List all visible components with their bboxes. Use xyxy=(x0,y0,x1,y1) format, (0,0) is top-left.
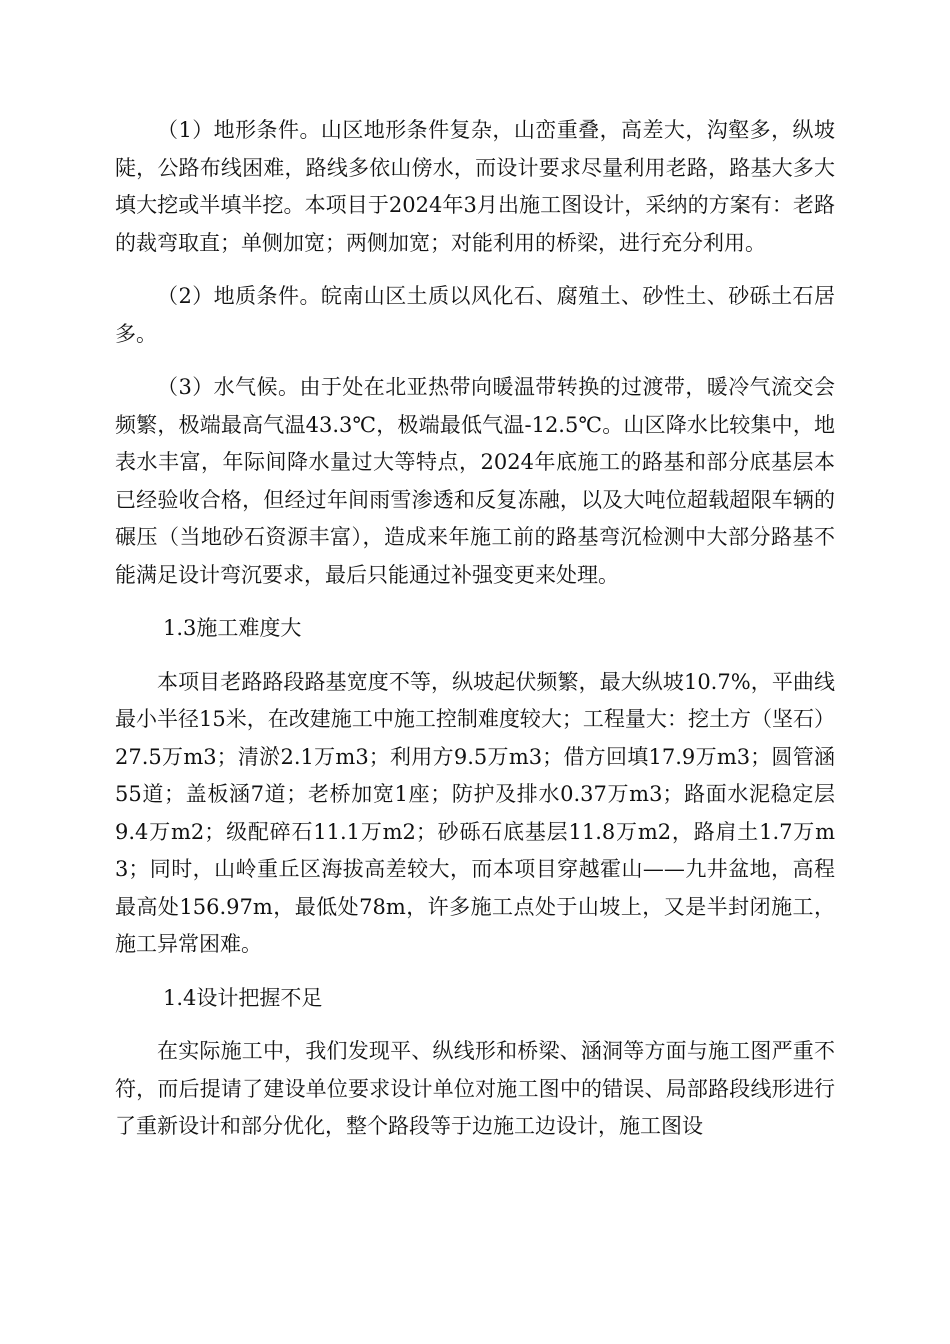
paragraph-climate: （3）水气候。由于处在北亚热带向暖温带转换的过渡带，暖冷气流交会频繁，极端最高气温43.3℃，极端最低气温-12.5℃。山区降水比较集中，地表水丰富，年际间降水量过大等特点，2024年底施工的路基和部分底基层本已经验收合格，但经过年间雨雪渗透和反复冻融，以及大吨位超载超限车辆的碾压（当地砂石资源丰富），造成来年施工前的路基弯沉检测中大部分路基不能满足设计弯沉要求，最后只能通过补强变更来处理。 xyxy=(115,375,835,587)
section-heading-1-3: 1.3施工难度大 xyxy=(163,616,302,640)
paragraph-difficulty: 本项目老路路段路基宽度不等，纵坡起伏频繁，最大纵坡10.7%，平曲线最小半径15米，在改建施工中施工控制难度较大；工程量大：挖土方（坚石）27.5万m3；清淤2.1万m3；利用方9.5万m3；借方回填17.9万m3；圆管涵55道；盖板涵7道；老桥加宽1座；防护及排水0.37万m3；路面水泥稳定层9.4万m2；级配碎石11.1万m2；砂砾石底基层11.8万m2，路肩土1.7万m3；同时，山岭重丘区海拔高差较大，而本项目穿越霍山——九井盆地，高程最高处156.97m，最低处78m，许多施工点处于山坡上，又是半封闭施工，施工异常困难。 xyxy=(115,669,835,956)
paragraph-design: 在实际施工中，我们发现平、纵线形和桥梁、涵洞等方面与施工图严重不符，而后提请了建设单位要求设计单位对施工图中的错误、局部路段线形进行了重新设计和部分优化，整个路段等于边施工边设计，施工图设 xyxy=(115,1039,835,1138)
paragraph-terrain: （1）地形条件。山区地形条件复杂，山峦重叠，高差大，沟壑多，纵坡陡，公路布线困难，路线多依山傍水，而设计要求尽量利用老路，路基大多大填大挖或半填半挖。本项目于2024年3月出施工图设计，采纳的方案有：老路的裁弯取直；单侧加宽；两侧加宽；对能利用的桥梁，进行充分利用。 xyxy=(115,118,835,255)
paragraph-geology: （2）地质条件。皖南山区土质以风化石、腐殖土、砂性土、砂砾土石居多。 xyxy=(115,284,835,346)
document-page xyxy=(115,112,835,1146)
section-heading-1-4: 1.4设计把握不足 xyxy=(163,985,323,1010)
